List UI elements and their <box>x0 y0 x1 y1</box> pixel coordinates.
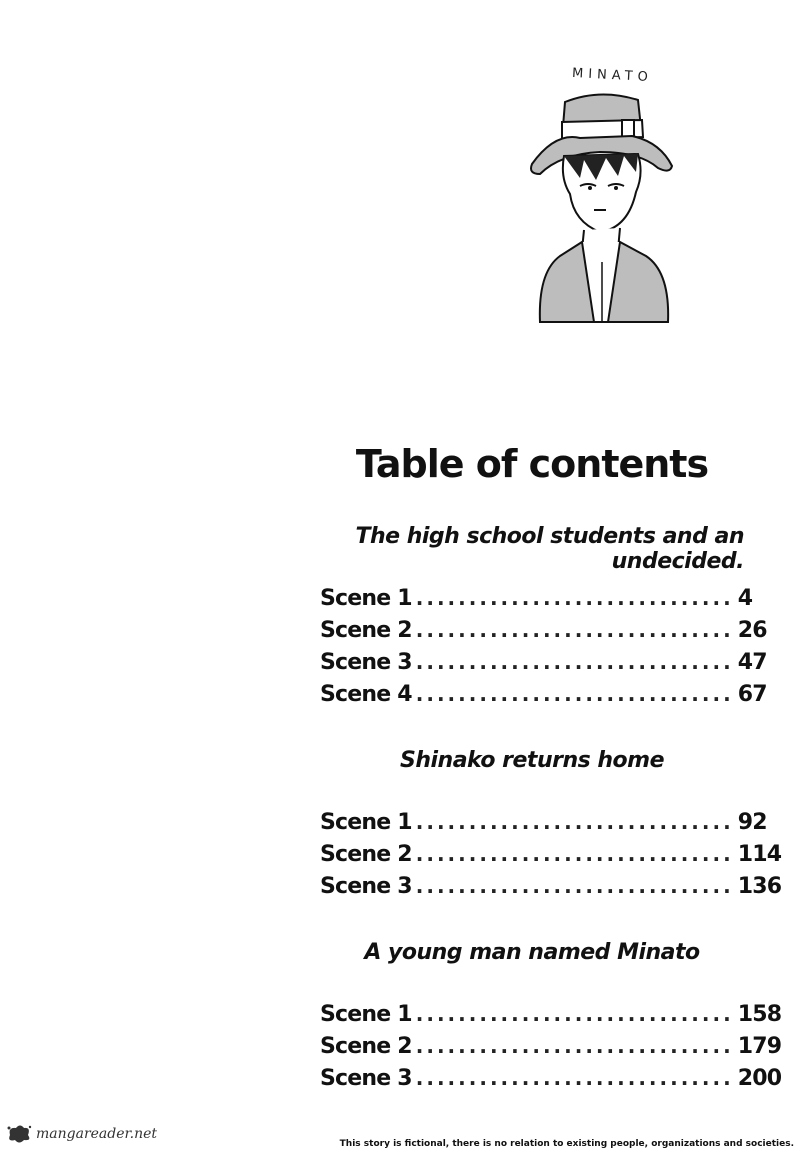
toc-entry <box>320 1034 782 1066</box>
page-number: 200 <box>737 1066 782 1091</box>
dot-leader: .............................. <box>415 1034 734 1058</box>
toc-entry <box>320 874 782 906</box>
scene-label: Scene 4 <box>320 682 412 707</box>
dot-leader: .............................. <box>415 650 734 674</box>
scene-label: Scene 1 <box>320 1002 412 1027</box>
toc-entry <box>320 586 753 618</box>
section-title: The high school students and an undecided. <box>355 524 744 574</box>
dot-leader: .............................. <box>415 618 734 642</box>
page-number: 136 <box>737 874 782 899</box>
scene-label: Scene 2 <box>320 618 412 643</box>
scene-label: Scene 1 <box>320 586 412 611</box>
scene-label: Scene 1 <box>320 810 412 835</box>
scene-list <box>320 810 782 906</box>
scene-list <box>320 1002 782 1098</box>
scene-label: Scene 3 <box>320 1066 412 1091</box>
dot-leader: .............................. <box>415 586 734 610</box>
toc-entry <box>320 1002 782 1034</box>
toc-entry <box>320 1066 782 1098</box>
toc-title: Table of contents <box>355 442 709 486</box>
scene-label: Scene 3 <box>320 874 412 899</box>
character-illustration <box>520 62 680 324</box>
dot-leader: .............................. <box>415 810 734 834</box>
dot-leader: .............................. <box>415 682 734 706</box>
disclaimer-text: This story is fictional, there is no relation to existing people, organizations and societies. <box>339 1139 794 1149</box>
page-number: 26 <box>737 618 767 643</box>
character-name-label: MINATO <box>571 65 654 86</box>
scene-label: Scene 2 <box>320 1034 412 1059</box>
splat-logo-icon <box>6 1123 32 1145</box>
page-number: 92 <box>737 810 767 835</box>
dot-leader: .............................. <box>415 874 734 898</box>
toc-entry <box>320 682 767 714</box>
scene-list <box>320 586 767 714</box>
toc-entry <box>320 650 767 682</box>
page-number: 179 <box>737 1034 782 1059</box>
page-number: 4 <box>737 586 753 611</box>
toc-entry <box>320 842 782 874</box>
scene-label: Scene 2 <box>320 842 412 867</box>
page-number: 114 <box>737 842 782 867</box>
site-watermark[interactable] <box>6 1122 157 1146</box>
dot-leader: .............................. <box>415 1002 734 1026</box>
page-number: 47 <box>737 650 767 675</box>
section-title: Shinako returns home <box>399 748 664 773</box>
site-name: mangareader.net <box>36 1126 158 1142</box>
dot-leader: .............................. <box>415 1066 734 1090</box>
toc-entry <box>320 810 767 842</box>
page-number: 158 <box>737 1002 782 1027</box>
page-number: 67 <box>737 682 767 707</box>
minato-drawing <box>520 82 680 324</box>
dot-leader: .............................. <box>415 842 734 866</box>
toc-entry <box>320 618 767 650</box>
section-title: A young man named Minato <box>364 940 700 965</box>
scene-label: Scene 3 <box>320 650 412 675</box>
